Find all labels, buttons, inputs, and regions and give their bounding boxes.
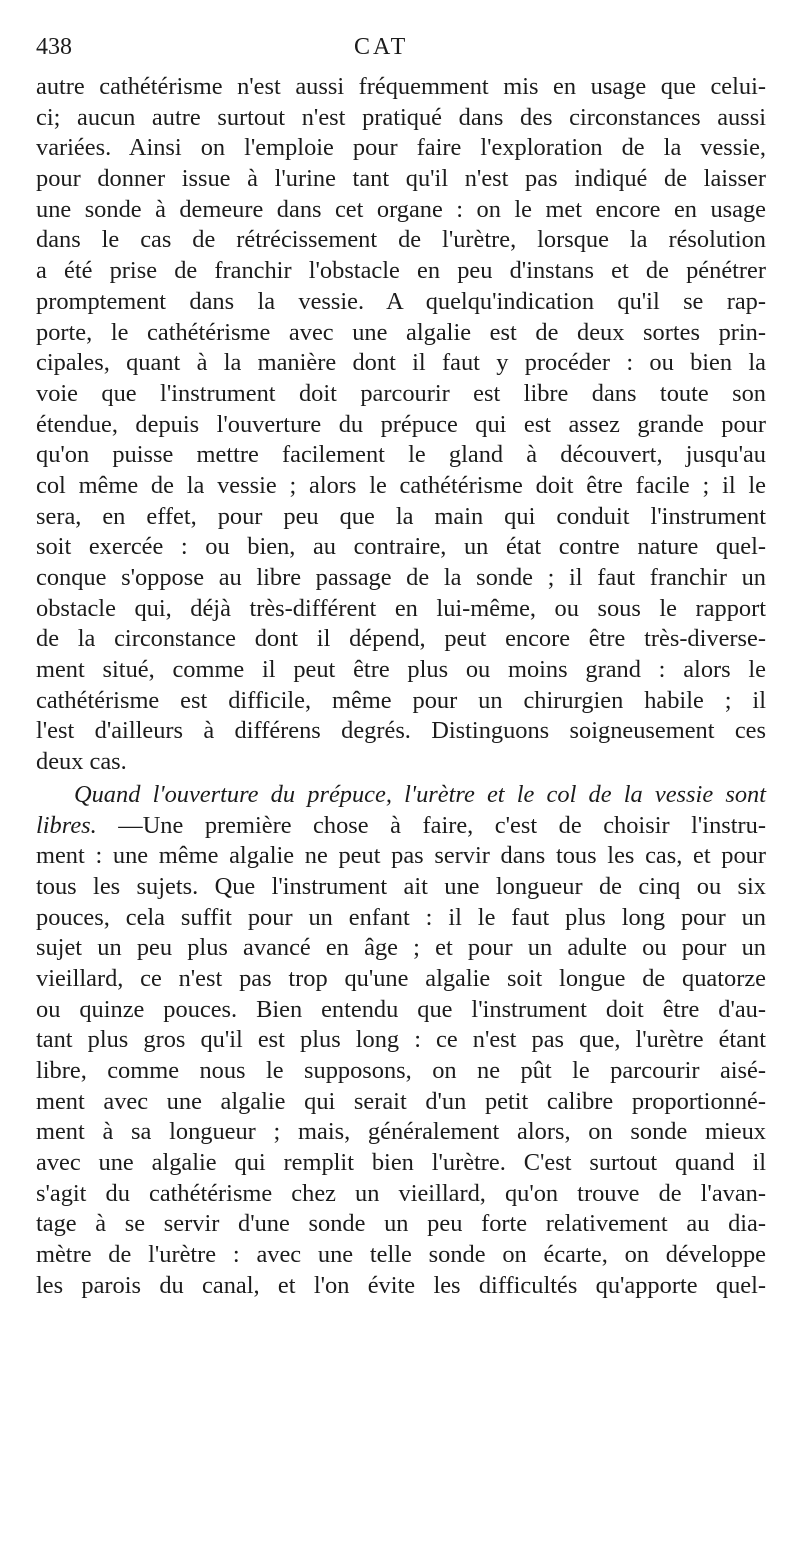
text-line: les parois du canal, et l'on évite les difficultés qu'apporte quel-: [36, 1271, 766, 1299]
text-line: deux cas.: [36, 748, 127, 776]
text-line: cathétérisme est difficile, même pour un chirurgien habile ; il: [36, 686, 766, 714]
text-line: de la circonstance dont il dépend, peut encore être très-diverse-: [36, 625, 766, 653]
text-line: cipales, quant à la manière dont il faut y procéder : ou bien la: [36, 349, 766, 377]
paragraph-2: [36, 780, 766, 1302]
italic-heading: Quand l'ouverture du prépuce, l'urètre et le col de la vessie sont: [74, 780, 766, 808]
text-line: porte, le cathétérisme avec une algalie est de deux sortes prin-: [36, 318, 766, 346]
text-line: tant plus gros qu'il est plus long : ce n'est pas que, l'urètre étant: [36, 1026, 766, 1054]
text-line: ou quinze pouces. Bien entendu que l'instrument doit être d'au-: [36, 995, 766, 1023]
text-line: vieillard, ce n'est pas trop qu'une algalie soit longue de quatorze: [36, 964, 766, 992]
text-line: promptement dans la vessie. A quelqu'indication qu'il se rap-: [36, 287, 766, 315]
text-line: [36, 780, 766, 811]
page-header: [36, 32, 766, 72]
document-page: [36, 32, 766, 1302]
text-line: tous les sujets. Que l'instrument ait une longueur de cinq ou six: [36, 872, 766, 900]
text-line: variées. Ainsi on l'emploie pour faire l'exploration de la vessie,: [36, 134, 766, 162]
text-line: col même de la vessie ; alors le cathétérisme doit être facile ; il le: [36, 471, 766, 499]
text-line: voie que l'instrument doit parcourir est libre dans toute son: [36, 379, 766, 407]
text-line: une sonde à demeure dans cet organe : on le met encore en usage: [36, 195, 766, 223]
text-line: tage à se servir d'une sonde un peu forte relativement au dia-: [36, 1210, 766, 1238]
text-line: dans le cas de rétrécissement de l'urètre, lorsque la résolution: [36, 226, 766, 254]
page-number: 438: [36, 34, 72, 60]
text-line: pouces, cela suffit pour un enfant : il le faut plus long pour un: [36, 903, 766, 931]
text-line: soit exercée : ou bien, au contraire, un état contre nature quel-: [36, 533, 766, 561]
text-line: pour donner issue à l'urine tant qu'il n'est pas indiqué de laisser: [36, 165, 766, 193]
text-line: étendue, depuis l'ouverture du prépuce qui est assez grande pour: [36, 410, 766, 438]
text-line: libre, comme nous le supposons, on ne pût le parcourir aisé-: [36, 1057, 766, 1084]
italic-heading: libres.: [36, 811, 97, 839]
text-line: conque s'oppose au libre passage de la sonde ; il faut franchir un: [36, 564, 766, 591]
text-line: s'agit du cathétérisme chez un vieillard, qu'on trouve de l'avan-: [36, 1179, 766, 1207]
text-line: autre cathétérisme n'est aussi fréquemment mis en usage que celui-: [36, 73, 766, 100]
paragraph-1: [36, 72, 766, 778]
text-line: ment avec une algalie qui serait d'un petit calibre proportionné-: [36, 1087, 766, 1115]
text-line: sera, en effet, pour peu que la main qui conduit l'instrument: [36, 502, 766, 530]
text-line: qu'on puisse mettre facilement le gland à découvert, jusqu'au: [36, 441, 766, 469]
text-line: ment : une même algalie ne peut pas servir dans tous les cas, et pour: [36, 842, 766, 870]
text-line: ment à sa longueur ; mais, généralement alors, on sonde mieux: [36, 1118, 766, 1146]
text-line: ment situé, comme il peut être plus ou moins grand : alors le: [36, 656, 766, 684]
text-line: avec une algalie qui remplit bien l'urètre. C'est surtout quand il: [36, 1149, 766, 1177]
lead-text: —Une première chose à faire, c'est de choisir l'instru-: [118, 811, 766, 839]
text-line: [36, 811, 766, 842]
text-line: obstacle qui, déjà très-différent en lui-même, ou sous le rapport: [36, 594, 766, 622]
text-line: mètre de l'urètre : avec une telle sonde on écarte, on développe: [36, 1241, 766, 1269]
text-line: l'est d'ailleurs à différens degrés. Distinguons soigneusement ces: [36, 717, 766, 745]
running-head: CAT: [354, 34, 409, 60]
text-line: a été prise de franchir l'obstacle en peu d'instans et de pénétrer: [36, 257, 766, 285]
text-line: ci; aucun autre surtout n'est pratiqué dans des circonstances aussi: [36, 103, 766, 131]
text-line: sujet un peu plus avancé en âge ; et pour un adulte ou pour un: [36, 934, 766, 962]
